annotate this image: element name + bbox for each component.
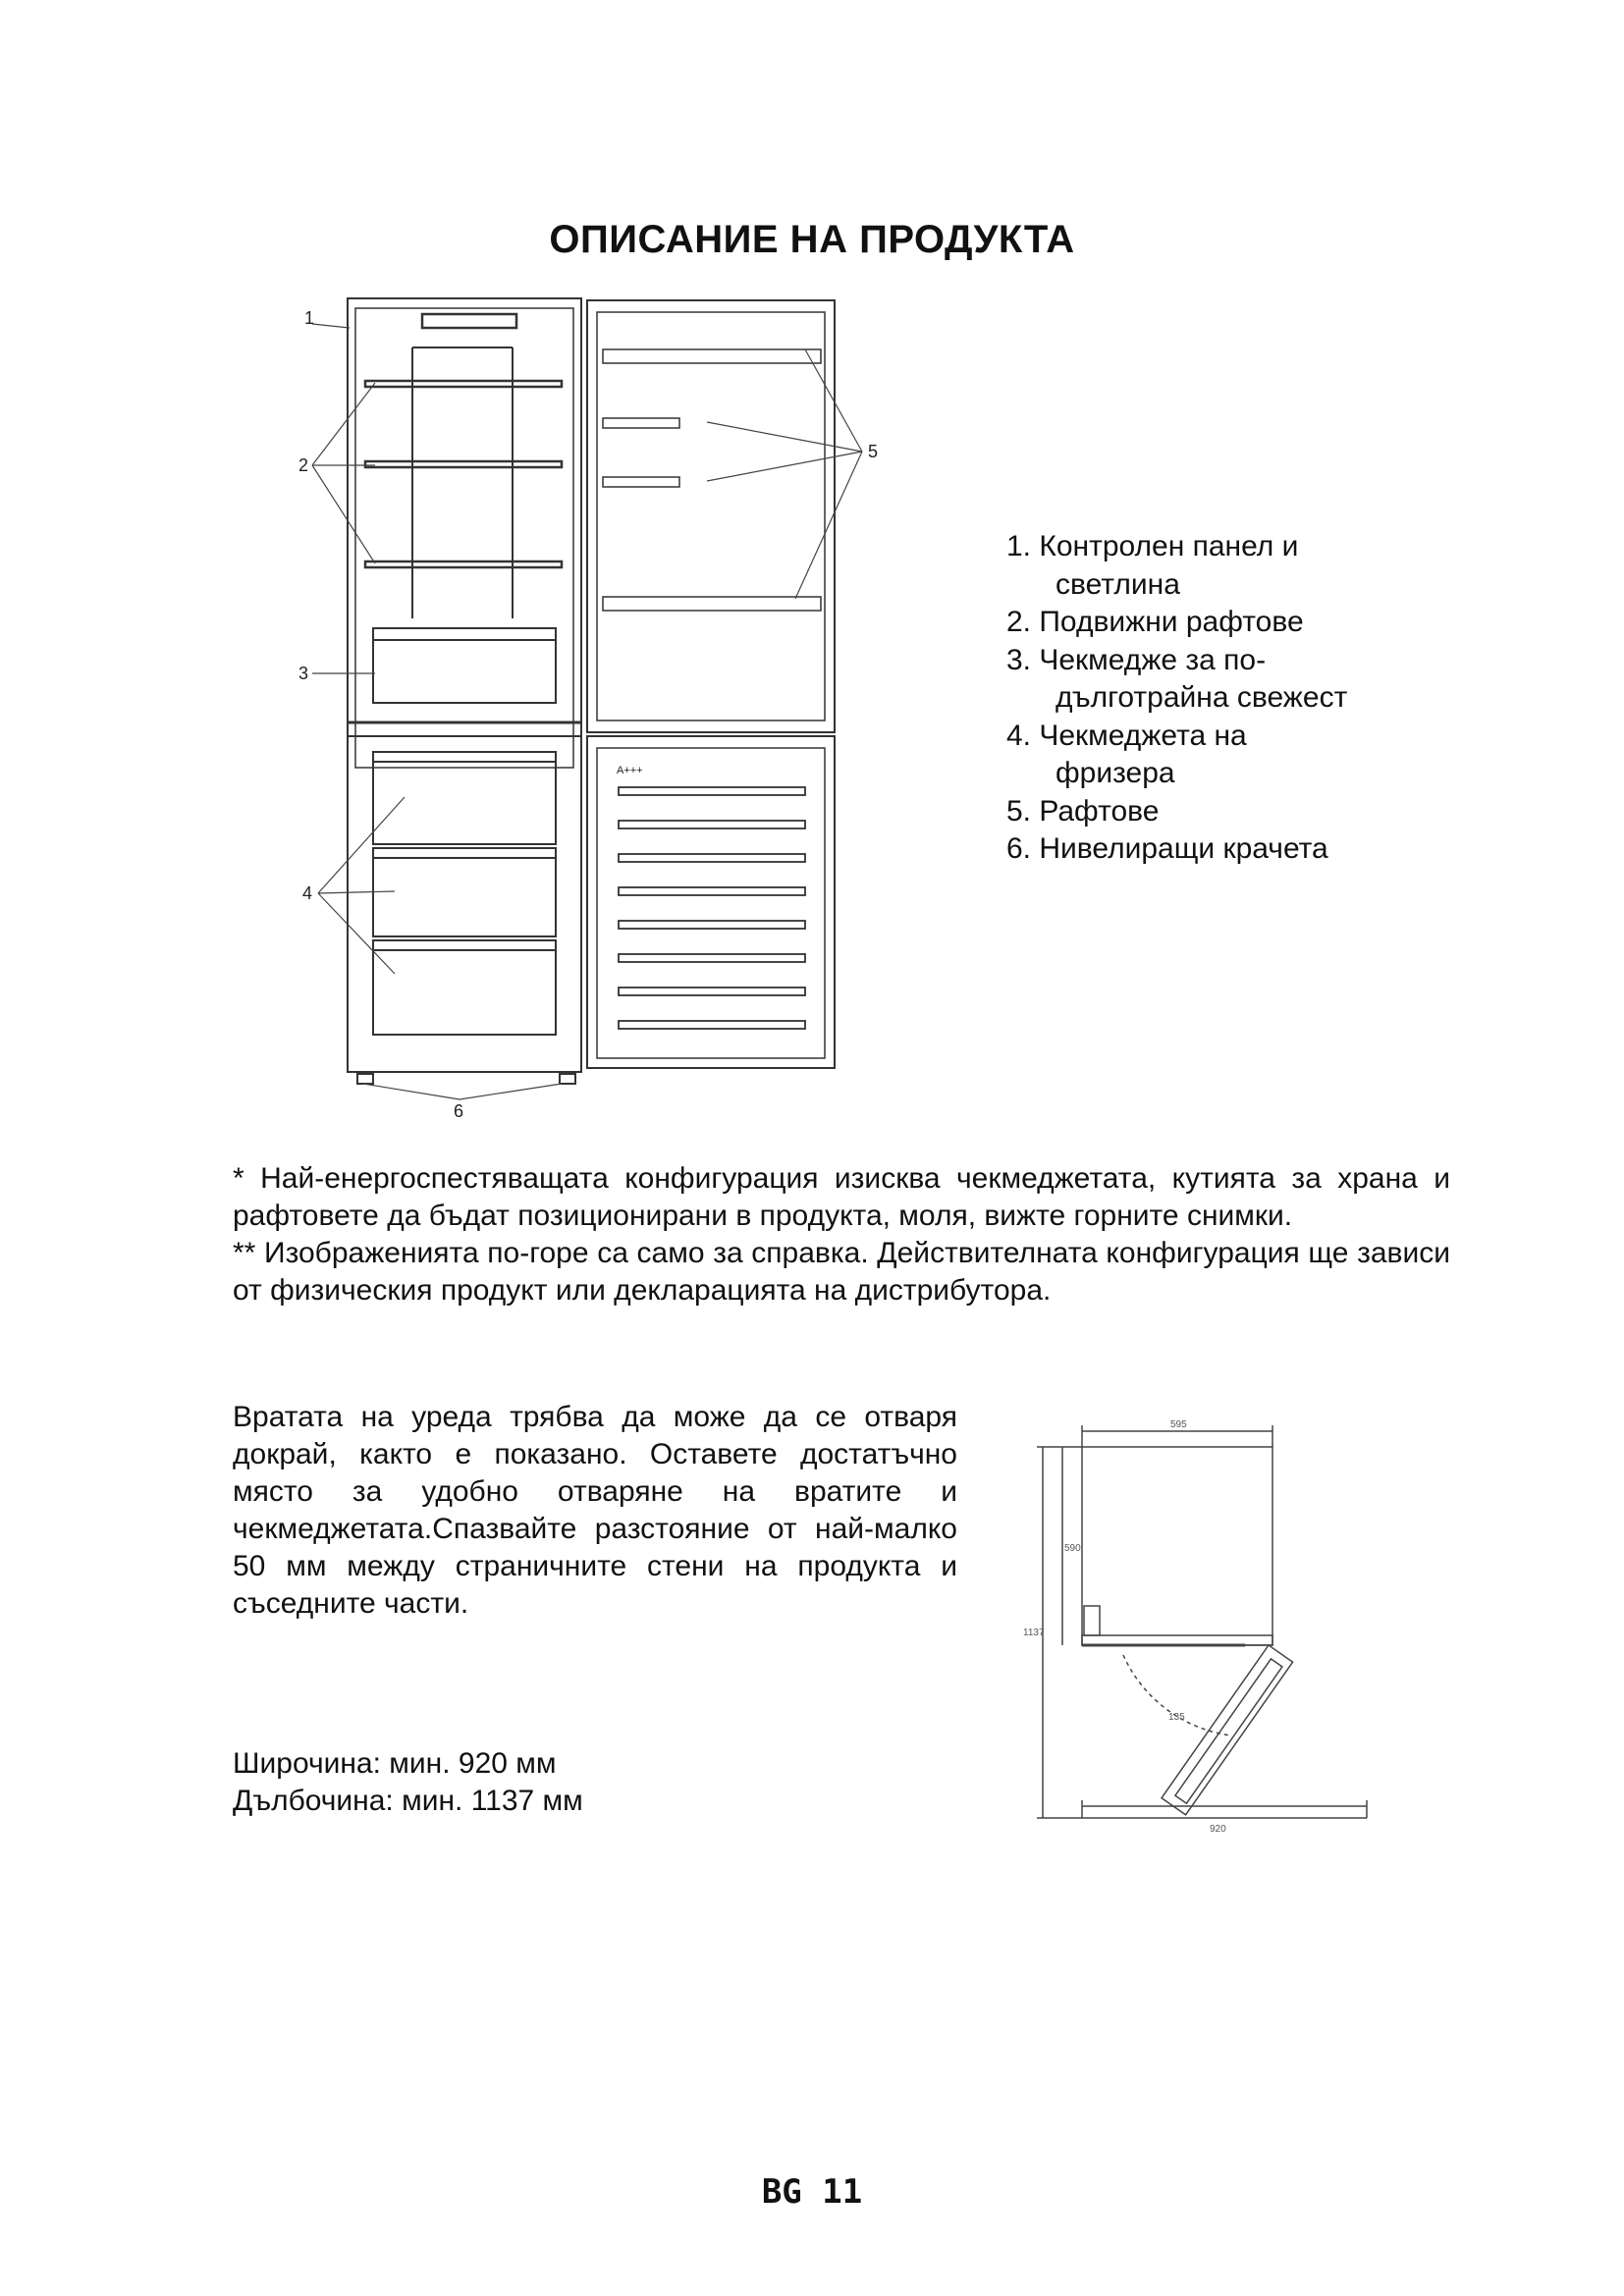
legend-item (1006, 793, 1347, 831)
legend-item-label-cont: фризера (1056, 757, 1175, 789)
cabinet-body (348, 298, 581, 1072)
callout-6: 6 (454, 1101, 464, 1121)
dim-angle: 135 (1168, 1712, 1185, 1723)
leveling-foot (357, 1074, 373, 1084)
open-door (1162, 1645, 1293, 1815)
legend-item (1006, 642, 1347, 718)
dim-top-width: 595 (1170, 1419, 1187, 1430)
freezer-drawer (373, 940, 556, 1035)
freezer-drawer (373, 752, 556, 844)
door-shelf (603, 349, 821, 363)
legend-item-label: 1. Контролен панел и (1006, 530, 1299, 562)
callout-1: 1 (304, 308, 315, 328)
image-disclaimer: ** Изображенията по-горе са само за справка. Действителната конфигурация ще зависи от физическия продукт или декларацията на дистрибутора. (233, 1237, 1450, 1307)
leveling-foot (560, 1074, 575, 1084)
control-panel (422, 314, 516, 328)
door-instructions (233, 1399, 957, 1623)
freezer-door (587, 736, 835, 1068)
legend-item-label: 6. Нивелиращи крачета (1006, 832, 1328, 865)
callout-5: 5 (868, 442, 879, 461)
parts-legend (1006, 528, 1347, 869)
legend-item-label: 4. Чекмеджета на (1006, 719, 1247, 752)
door-clearance-diagram (1013, 1414, 1396, 1845)
callout-2: 2 (298, 455, 309, 475)
dim-depth-total: 1137 (1023, 1628, 1045, 1638)
energy-note: * Най-енергоспестяващата конфигурация изисква чекмеджетата, кутията за храна и рафтовете да бъдат позиционирани в продукта, моля, вижте горните снимки. (233, 1162, 1450, 1232)
door-shelf (603, 597, 821, 611)
legend-item-label: 2. Подвижни рафтове (1006, 606, 1304, 638)
cabinet-top-view (1082, 1447, 1272, 1645)
fridge-door (587, 300, 835, 732)
legend-item-label-cont: дълготрайна свежест (1056, 681, 1348, 714)
legend-item (1006, 830, 1347, 869)
legend-item (1006, 718, 1347, 793)
callout-4: 4 (302, 883, 313, 903)
door-instructions-text: Вратата на уреда трябва да може да се отваря докрай, както е показано. Оставете достатъчно място за удобно отваряне на вратите и чекмеджетата.Спазвайте разстояние от най-малко 50 мм между страничните стени на продукта и съседните части. (233, 1401, 957, 1620)
page-number: BG 11 (761, 2172, 863, 2212)
legend-item-label: 5. Рафтове (1006, 794, 1160, 828)
notes-section (233, 1160, 1450, 1309)
shelf (365, 381, 562, 387)
min-width: Широчина: мин. 920 мм (233, 1747, 557, 1780)
clearance-dimensions (233, 1745, 583, 1820)
legend-item (1006, 528, 1347, 604)
legend-item-label: 3. Чекмедже за по- (1006, 643, 1267, 676)
door-shelf (603, 418, 679, 428)
door-shelf (603, 477, 679, 487)
freezer-drawer (373, 848, 556, 936)
dim-bottom-width: 920 (1210, 1824, 1226, 1835)
energy-badge: A+++ (617, 765, 643, 776)
door-hinge (1084, 1606, 1100, 1635)
callout-3: 3 (298, 664, 309, 683)
dim-depth-upper: 590 (1064, 1543, 1081, 1554)
shelf (365, 561, 562, 567)
page-title: ОПИСАНИЕ НА ПРОДУКТА (549, 218, 1075, 261)
min-depth: Дълбочина: мин. 1137 мм (233, 1785, 583, 1817)
fridge-diagram (285, 285, 913, 1129)
shelf (365, 461, 562, 467)
legend-item (1006, 604, 1347, 642)
legend-item-label-cont: светлина (1056, 567, 1180, 601)
